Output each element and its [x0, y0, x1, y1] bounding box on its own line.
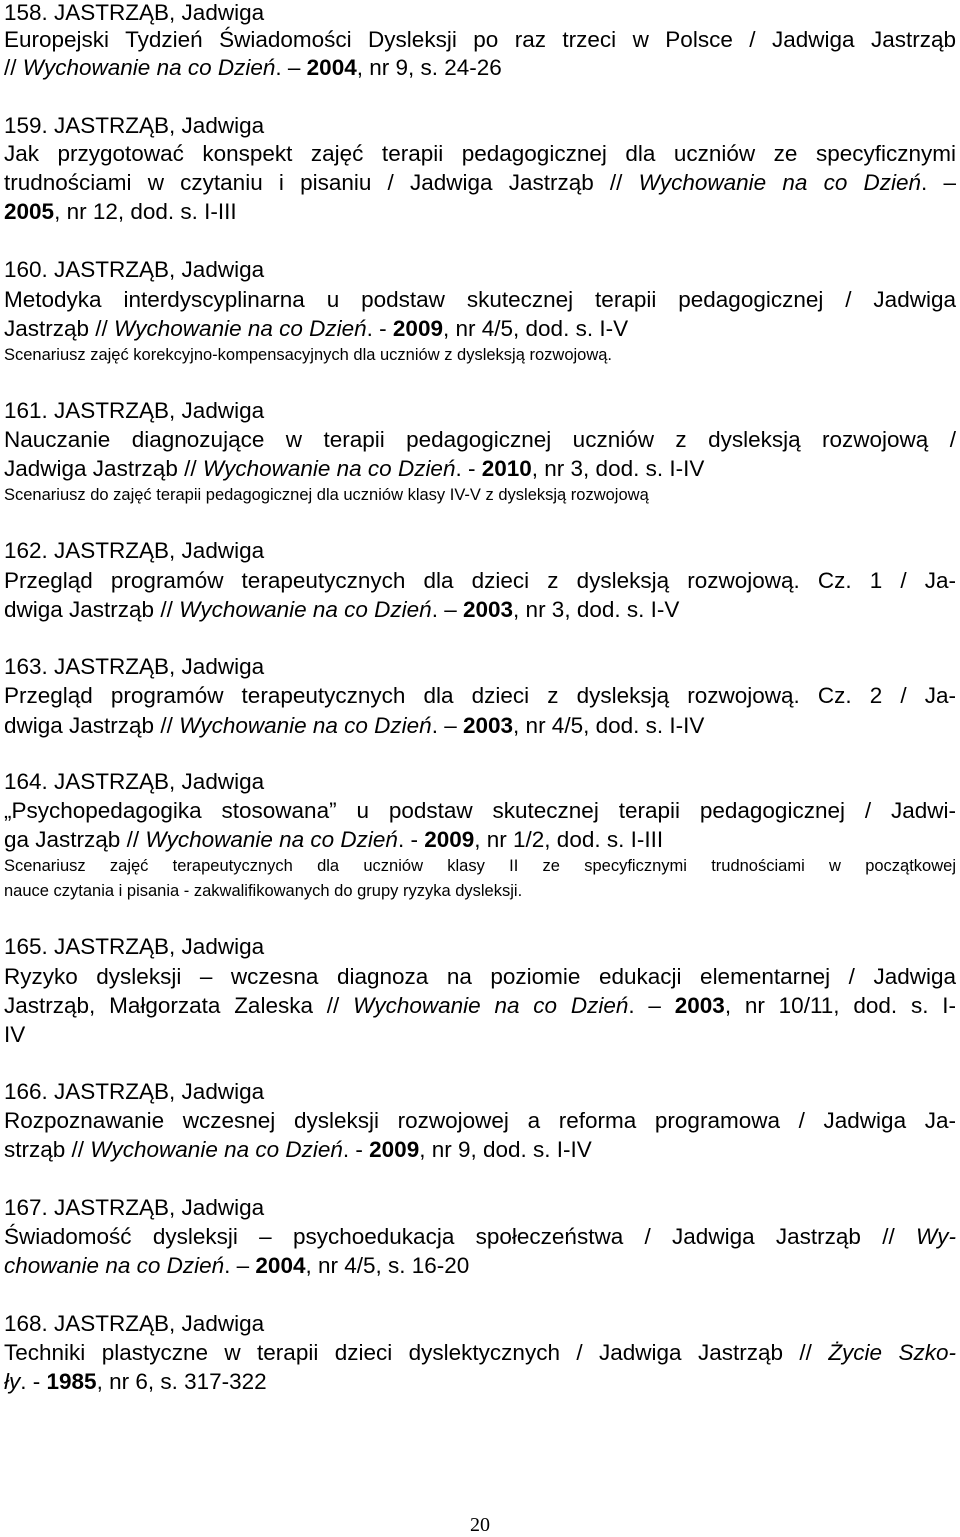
entry-citation: dwiga Jastrząb // Wychowanie na co Dzień. – 2003, nr 4/5, dod. s. I-IV: [4, 713, 705, 738]
journal-title: Wychowanie na co Dzień: [22, 55, 276, 80]
entry-citation: ga Jastrząb // Wychowanie na co Dzień. - 2009, nr 1/2, dod. s. I-III: [4, 827, 664, 852]
entry-heading: 163. JASTRZĄB, Jadwiga: [4, 654, 265, 679]
entry-citation: Jadwiga Jastrząb // Wychowanie na co Dzień. - 2010, nr 3, dod. s. I-IV: [4, 456, 705, 481]
entry-citation: // Wychowanie na co Dzień. – 2004, nr 9, s. 24-26: [4, 55, 502, 80]
journal-title: Wychowanie na co Dzień: [179, 713, 432, 738]
journal-title: Wychowanie na co Dzień: [179, 597, 432, 622]
entry-title: „Psychopedagogika stosowana” u podstaw skutecznej terapii pedagogicznej / Jadwi-: [4, 798, 956, 823]
entry-heading: 159. JASTRZĄB, Jadwiga: [4, 113, 265, 138]
entry-note: nauce czytania i pisania - zakwalifikowanych do grupy ryzyka dysleksji.: [4, 882, 523, 900]
journal-title: Życie Szko-: [828, 1340, 956, 1365]
page-number: 20: [470, 1514, 490, 1536]
journal-title: Wychowanie na co Dzień: [202, 456, 456, 481]
journal-title: chowanie na co Dzień: [4, 1253, 225, 1278]
entry-citation: ły. - 1985, nr 6, s. 317-322: [4, 1369, 267, 1394]
entry-citation: Jastrząb // Wychowanie na co Dzień. - 2009, nr 4/5, dod. s. I-V: [4, 316, 629, 341]
year: 1985: [46, 1369, 97, 1394]
year: 2009: [392, 316, 443, 341]
entry-citation-cont: 2005, nr 12, dod. s. I-III: [4, 199, 237, 224]
year: 2004: [255, 1253, 306, 1278]
entry-title: Nauczanie diagnozujące w terapii pedagogicznej uczniów z dysleksją rozwojową /: [4, 427, 956, 452]
year: 2003: [462, 713, 514, 738]
entry-citation: dwiga Jastrząb // Wychowanie na co Dzień. – 2003, nr 3, dod. s. I-V: [4, 597, 680, 622]
entry-title: Ryzyko dysleksji – wczesna diagnoza na poziomie edukacji elementarnej / Jadwiga: [4, 964, 956, 989]
entry-heading: 160. JASTRZĄB, Jadwiga: [4, 257, 265, 282]
entry-heading: 166. JASTRZĄB, Jadwiga: [4, 1079, 265, 1104]
journal-title: Wychowanie na co Dzień: [114, 316, 367, 341]
entry-heading: 165. JASTRZĄB, Jadwiga: [4, 934, 265, 959]
entry-heading: 162. JASTRZĄB, Jadwiga: [4, 538, 265, 563]
entry-citation-cont: IV: [4, 1022, 26, 1047]
journal-title: Wychowanie na co Dzień: [90, 1137, 343, 1162]
entry-title: Rozpoznawanie wczesnej dysleksji rozwojowej a reforma programowa / Jadwiga Ja-: [4, 1108, 956, 1133]
entry-citation: chowanie na co Dzień. – 2004, nr 4/5, s. 16-20: [4, 1253, 470, 1278]
entry-citation: strząb // Wychowanie na co Dzień. - 2009, nr 9, dod. s. I-IV: [4, 1137, 592, 1162]
entry-heading: 161. JASTRZĄB, Jadwiga: [4, 398, 265, 423]
entry-note: Scenariusz zajęć korekcyjno-kompensacyjnych dla uczniów z dysleksją rozwojową.: [4, 346, 613, 364]
year: 2009: [424, 827, 475, 852]
entry-note: Scenariusz do zajęć terapii pedagogicznej dla uczniów klasy IV-V z dysleksją rozwojową: [4, 486, 649, 504]
entry-title: Techniki plastyczne w terapii dzieci dyslektycznych / Jadwiga Jastrząb // Życie Szko-: [4, 1340, 956, 1365]
entry-heading: 164. JASTRZĄB, Jadwiga: [4, 769, 265, 794]
entry-title: Przegląd programów terapeutycznych dla dzieci z dysleksją rozwojową. Cz. 1 / Ja-: [4, 568, 956, 593]
entry-heading: 168. JASTRZĄB, Jadwiga: [4, 1311, 265, 1336]
entry-title: Przegląd programów terapeutycznych dla dzieci z dysleksją rozwojową. Cz. 2 / Ja-: [4, 683, 956, 708]
journal-title: ły: [4, 1369, 21, 1394]
year: 2009: [369, 1137, 420, 1162]
entry-title: Metodyka interdyscyplinarna u podstaw skutecznej terapii pedagogicznej / Jadwiga: [4, 287, 956, 312]
year: 2010: [481, 456, 532, 481]
year: 2005: [4, 199, 55, 224]
journal-title: Wy-: [916, 1224, 956, 1249]
entry-note: Scenariusz zajęć terapeutycznych dla uczniów klasy II ze specyficznymi trudnościami w początkowej: [4, 857, 956, 875]
year: 2003: [462, 597, 514, 622]
journal-title: Wychowanie na co Dzień: [638, 170, 922, 195]
entry-title: Europejski Tydzień Świadomości Dysleksji po raz trzeci w Polsce / Jadwiga Jastrząb: [4, 27, 956, 52]
entry-title: Świadomość dysleksji – psychoedukacja społeczeństwa / Jadwiga Jastrząb // Wy-: [4, 1224, 956, 1249]
journal-title: Wychowanie na co Dzień: [145, 827, 398, 852]
entry-heading: 158. JASTRZĄB, Jadwiga: [4, 0, 265, 25]
entry-title: Jak przygotować konspekt zajęć terapii pedagogicznej dla uczniów ze specyficznymi: [4, 141, 956, 166]
entry-citation: Jastrząb, Małgorzata Zaleska // Wychowanie na co Dzień. – 2003, nr 10/11, dod. s. I-: [4, 993, 956, 1018]
year: 2004: [306, 55, 357, 80]
entry-heading: 167. JASTRZĄB, Jadwiga: [4, 1195, 265, 1220]
year: 2003: [674, 993, 725, 1018]
journal-title: Wychowanie na co Dzień: [353, 993, 629, 1018]
entry-citation: trudnościami w czytaniu i pisaniu / Jadwiga Jastrząb // Wychowanie na co Dzień. –: [4, 170, 956, 195]
